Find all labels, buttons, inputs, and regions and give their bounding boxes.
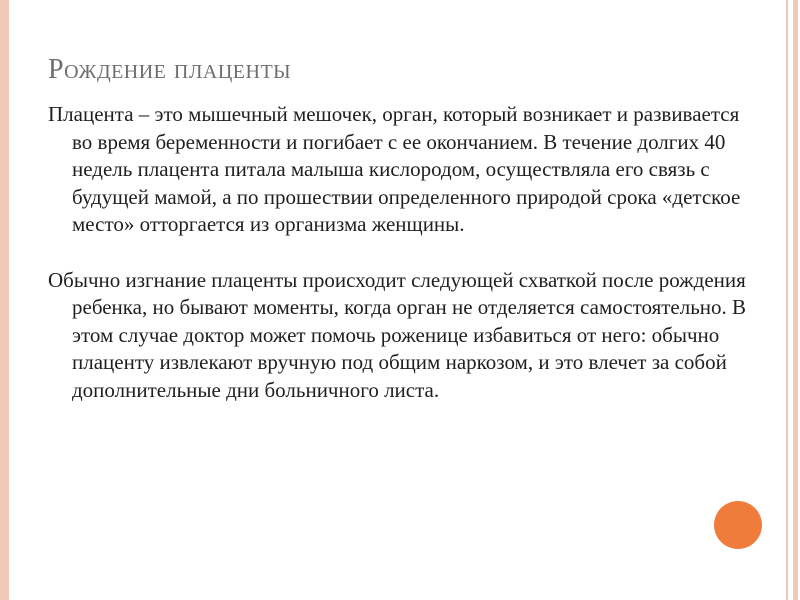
- paragraph-2: Обычно изгнание плаценты происходит следующей схваткой после рождения ребенка, но бывают моменты, когда орган не отделяется самостоятельно. В этом случае доктор может помочь роженице избавиться от него: обычно плаценту извлекают вручную под общим наркозом, и это влечет за собой дополнительные дни больничного листа.: [48, 267, 747, 402]
- slide-body: [48, 101, 763, 404]
- left-border-decoration: [0, 0, 9, 600]
- slide-title: Рождение плаценты: [48, 54, 292, 85]
- paragraph-1: Плацента – это мышечный мешочек, орган, который возникает и развивается во время беременности и погибает с ее окончанием. В течение долгих 40 недель плацента питала малыша кислородом, осуществляла его связь с будущей мамой, а по прошествии определенного природой срока «детское место» отторгается из организма женщины.: [48, 102, 741, 236]
- accent-circle-decoration: [714, 501, 762, 549]
- right-border-outer-line: [793, 0, 798, 600]
- right-border-inner-line: [786, 0, 788, 600]
